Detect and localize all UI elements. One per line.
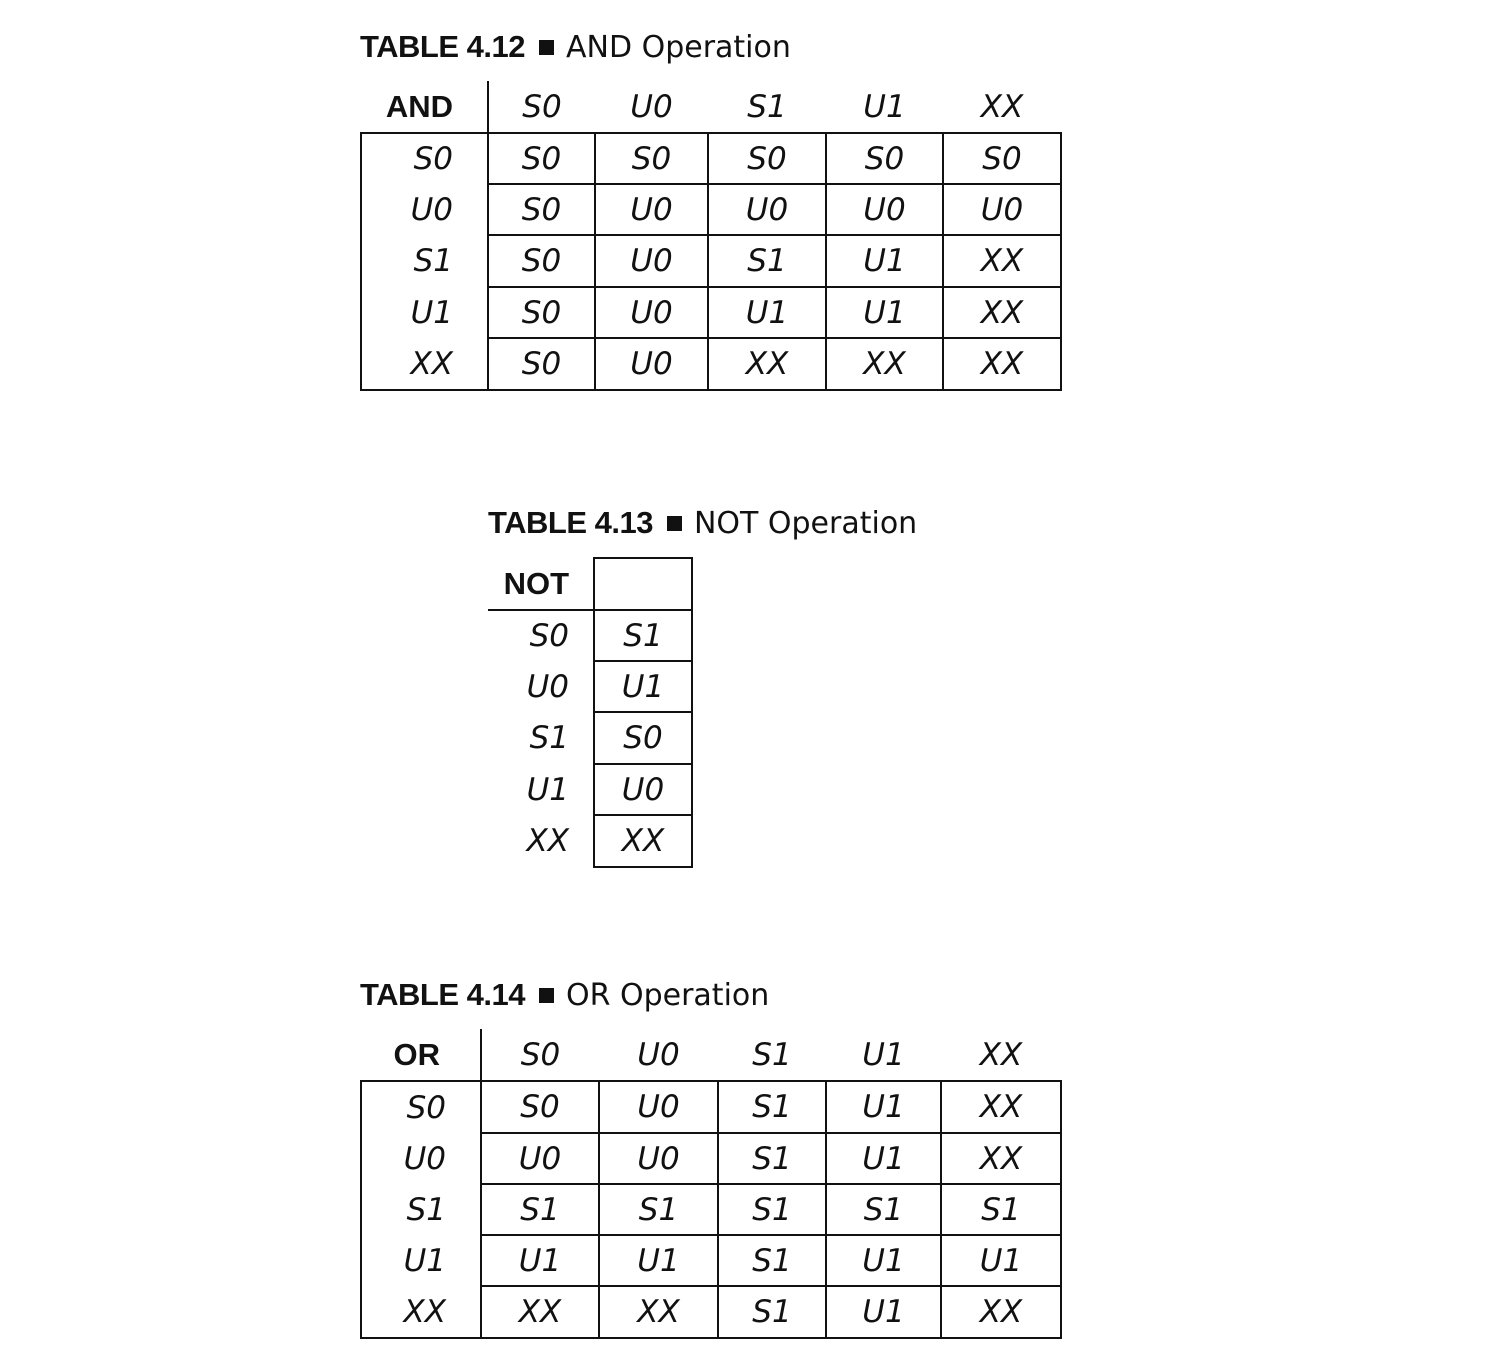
or-row-header: S0 — [361, 1081, 481, 1133]
and-cell: S0 — [488, 338, 595, 390]
caption-square-icon — [667, 516, 682, 531]
and-cell: U0 — [595, 287, 708, 338]
not-row-header: XX — [488, 815, 594, 867]
and-row-header: XX — [361, 338, 488, 390]
and-cell: U0 — [595, 235, 708, 287]
or-cell: U0 — [481, 1133, 599, 1184]
and-table-title: AND Operation — [565, 30, 791, 65]
or-cell: U1 — [481, 1235, 599, 1286]
and-cell: U1 — [826, 287, 943, 338]
or-cell: S1 — [718, 1184, 826, 1235]
not-cell: S0 — [594, 712, 692, 764]
and-cell: XX — [943, 338, 1061, 390]
or-row-header: U0 — [361, 1133, 481, 1184]
not-table-caption — [488, 507, 917, 539]
not-table-number: TABLE 4.13 — [488, 505, 653, 540]
not-table-title: NOT Operation — [693, 506, 918, 541]
or-cell: S1 — [481, 1184, 599, 1235]
not-operator-label: NOT — [488, 558, 594, 610]
and-cell: S0 — [488, 235, 595, 287]
or-cell: XX — [941, 1133, 1061, 1184]
and-column-header: S1 — [708, 81, 826, 133]
and-cell: XX — [943, 287, 1061, 338]
caption-square-icon — [539, 40, 554, 55]
or-column-header: S1 — [718, 1029, 826, 1081]
or-column-header: XX — [941, 1029, 1061, 1081]
or-table-title: OR Operation — [565, 978, 770, 1013]
or-cell: S1 — [718, 1081, 826, 1133]
or-cell: S1 — [599, 1184, 718, 1235]
and-column-header: U0 — [595, 81, 708, 133]
and-column-header: XX — [943, 81, 1061, 133]
not-row-header: U1 — [488, 764, 594, 815]
or-cell: S1 — [826, 1184, 941, 1235]
and-cell: U0 — [943, 184, 1061, 235]
and-cell: U0 — [826, 184, 943, 235]
or-cell: XX — [941, 1286, 1061, 1338]
and-cell: U0 — [595, 184, 708, 235]
or-row-header: XX — [361, 1286, 481, 1338]
not-cell: U1 — [594, 661, 692, 712]
or-table-caption — [360, 979, 769, 1011]
not-cell: U0 — [594, 764, 692, 815]
or-cell: U1 — [941, 1235, 1061, 1286]
and-table-number: TABLE 4.12 — [360, 29, 525, 64]
and-cell: U0 — [595, 338, 708, 390]
or-cell: U1 — [826, 1286, 941, 1338]
or-table — [360, 1029, 1062, 1339]
and-cell: S1 — [708, 235, 826, 287]
or-cell: U0 — [599, 1133, 718, 1184]
or-operator-label: OR — [361, 1029, 481, 1081]
and-cell: S0 — [595, 133, 708, 184]
not-row-header: S1 — [488, 712, 594, 764]
or-column-header: U0 — [599, 1029, 718, 1081]
not-row-header: U0 — [488, 661, 594, 712]
and-cell: S0 — [943, 133, 1061, 184]
and-table-caption — [360, 31, 791, 63]
or-table-number: TABLE 4.14 — [360, 977, 525, 1012]
and-cell: U0 — [708, 184, 826, 235]
or-cell: U1 — [826, 1081, 941, 1133]
and-row-header: S1 — [361, 235, 488, 287]
caption-square-icon — [539, 988, 554, 1003]
or-cell: U1 — [826, 1235, 941, 1286]
or-row-header: S1 — [361, 1184, 481, 1235]
or-cell: XX — [599, 1286, 718, 1338]
and-operator-label: AND — [361, 81, 488, 133]
not-row-header: S0 — [488, 610, 594, 661]
not-cell: XX — [594, 815, 692, 867]
or-cell: U1 — [826, 1133, 941, 1184]
not-cell: S1 — [594, 610, 692, 661]
and-cell: U1 — [708, 287, 826, 338]
and-cell: S0 — [708, 133, 826, 184]
or-column-header: U1 — [826, 1029, 941, 1081]
and-row-header: U1 — [361, 287, 488, 338]
or-row-header: U1 — [361, 1235, 481, 1286]
and-column-header: S0 — [488, 81, 595, 133]
or-cell: U1 — [599, 1235, 718, 1286]
not-table — [488, 557, 693, 868]
or-cell: XX — [941, 1081, 1061, 1133]
or-cell: S1 — [718, 1286, 826, 1338]
and-cell: S0 — [488, 287, 595, 338]
or-cell: S1 — [718, 1235, 826, 1286]
or-column-header: S0 — [481, 1029, 599, 1081]
or-cell: S0 — [481, 1081, 599, 1133]
and-cell: U1 — [826, 235, 943, 287]
and-column-header: U1 — [826, 81, 943, 133]
and-table — [360, 81, 1062, 391]
or-cell: XX — [481, 1286, 599, 1338]
and-cell: S0 — [826, 133, 943, 184]
not-blank-header — [594, 558, 692, 610]
and-cell: S0 — [488, 184, 595, 235]
and-cell: XX — [943, 235, 1061, 287]
and-row-header: S0 — [361, 133, 488, 184]
and-cell: S0 — [488, 133, 595, 184]
and-cell: XX — [826, 338, 943, 390]
or-cell: S1 — [941, 1184, 1061, 1235]
and-cell: XX — [708, 338, 826, 390]
or-cell: S1 — [718, 1133, 826, 1184]
and-row-header: U0 — [361, 184, 488, 235]
or-cell: U0 — [599, 1081, 718, 1133]
